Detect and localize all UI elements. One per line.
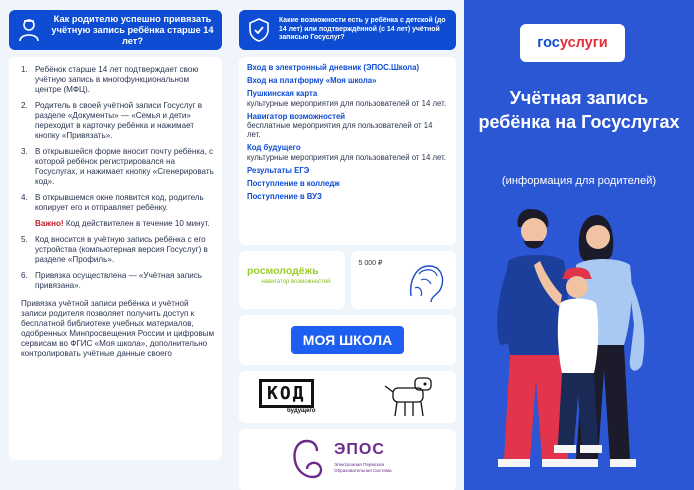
kod-logo-sub: будущего <box>287 408 316 414</box>
final-paragraph: Привязка учётной записи ребёнка и учётной записи родителя позволяет получить доступ к бесплатной библиотеке учебных материалов, одобренных Минпросвещения России и цифровым сервисам во ФГИС «Моя школа», дополнительно контролировать учётные данные своего <box>21 299 215 358</box>
feature-item[interactable]: Вход на платформу «Моя школа» <box>247 76 377 86</box>
kod-budushchego-banner[interactable] <box>239 371 456 423</box>
left-panel <box>0 0 231 490</box>
pushkin-card-image: 5 000 ₽ <box>351 251 457 309</box>
moya-shkola-logo: МОЯ ШКОЛА <box>291 326 404 354</box>
epos-logo-icon <box>287 437 327 483</box>
mid-title: Какие возможности есть у ребёнка с детской (до 14 лет) или подтверждённой (с 14 лет) учётной записью Госуслуг? <box>279 17 446 42</box>
rosmolodezh-logo: росмолодёжь навигатор возможностей <box>239 251 345 309</box>
pushkin-portrait-icon <box>401 256 451 306</box>
step-item: 3. В открывшейся форме вносит почту ребёнка, с которой ребёнок регистрировался на Госуслугах, и нажимает кнопку «Сгенерировать код». <box>21 147 214 186</box>
kod-logo: КОД <box>259 379 314 408</box>
steps-card <box>9 57 222 460</box>
epos-title: ЭПОС <box>334 441 385 458</box>
feature-item[interactable]: Поступление в ВУЗ <box>247 192 322 202</box>
warning-note: Важно! Код действителен в течение 10 минут. <box>35 219 210 228</box>
shield-check-icon <box>245 16 273 44</box>
robot-dog-icon <box>379 374 439 420</box>
feature-item[interactable]: Поступление в колледж <box>247 179 340 189</box>
left-header <box>9 10 222 50</box>
features-card <box>239 57 456 245</box>
feature-item[interactable]: Пушкинская карта культурные мероприятия для пользователей от 14 лет. <box>247 89 447 108</box>
parent-child-icon <box>15 16 43 44</box>
logo-row <box>239 251 456 309</box>
left-title: Как родителю успешно привязать учётную запись ребёнка старше 14 лет? <box>51 13 214 46</box>
step-item: 4. В открывшемся окне появится код, родитель копирует его и отправляет ребёнку. <box>21 193 204 212</box>
epos-subtitle: Электронная Пермская Образовательная Система <box>334 462 392 473</box>
step-item: 5. Код вносится в учётную запись ребёнка с его устройства (компьютерная версия Госуслуг) в разделе «Профиль». <box>21 235 208 264</box>
cover-title: Учётная запись ребёнка на Госуслугах <box>478 88 680 132</box>
step-item: 6. Привязка осуществлена — «Учётная запись привязана». <box>21 271 202 290</box>
feature-item[interactable]: Вход в электронный дневник (ЭПОС.Школа) <box>247 63 420 72</box>
feature-item[interactable]: Навигатор возможностей бесплатные мероприятия для пользователей от 14 лет. <box>247 111 433 140</box>
cover-subtitle: (информация для родителей) <box>501 175 657 187</box>
feature-item[interactable]: Результаты ЕГЭ <box>247 165 310 175</box>
right-panel <box>464 0 694 490</box>
mid-header <box>239 10 456 50</box>
step-item: 2. Родитель в своей учётной записи Госуслуг в разделе «Документы» — «Семья и дети» переходит в карточку ребёнка и нажимает кнопку «Привязать». <box>21 101 203 140</box>
middle-panel <box>231 0 464 490</box>
step-item: 1. Ребёнок старше 14 лет подтверждает свою учётную запись в многофункциональном центре (МФЦ). <box>21 65 199 94</box>
moya-shkola-banner[interactable] <box>239 315 456 365</box>
epos-banner[interactable] <box>239 429 456 490</box>
gosuslugi-logo: гос услуги <box>520 24 625 62</box>
feature-item[interactable]: Код будущего культурные мероприятия для пользователей от 14 лет. <box>247 143 447 162</box>
family-illustration <box>464 195 694 490</box>
